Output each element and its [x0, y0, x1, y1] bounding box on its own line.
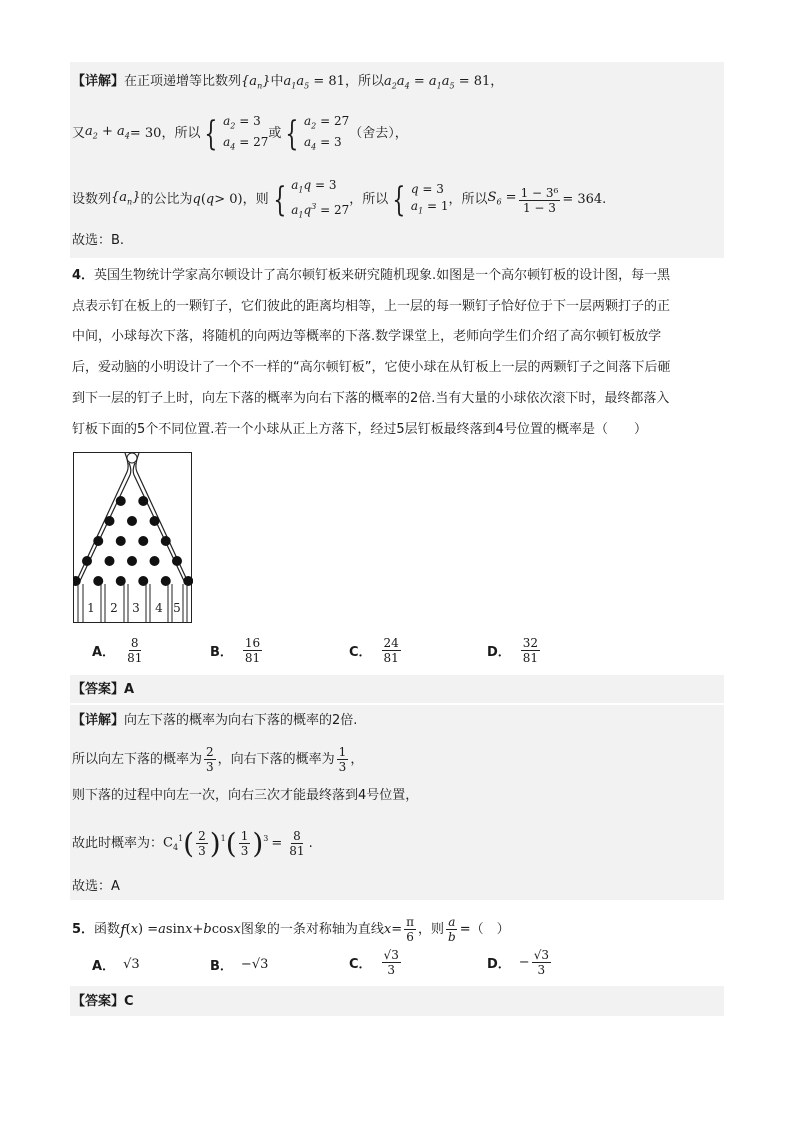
equation-system: { q = 3 $a_1 = 1$	[392, 180, 449, 221]
detail-line: 则下落的过程中向左一次，向右三次才能最终落到4号位置，	[72, 788, 419, 803]
peg	[127, 556, 137, 566]
peg	[93, 576, 103, 586]
question-4-line: 4．英国生物统计学家高尔顿设计了高尔顿钉板来研究随机现象.如图是一个高尔顿钉板的设计图，每一黑	[72, 268, 671, 283]
peg	[150, 516, 160, 526]
choice-line: 故选：A	[72, 879, 120, 894]
peg	[138, 576, 148, 586]
slot-label: 2	[110, 601, 118, 615]
slot-label: 4	[155, 601, 163, 615]
peg	[172, 556, 182, 566]
slot-label: 3	[132, 601, 140, 615]
peg	[161, 536, 171, 546]
equation-system: { $a_1q = 3$ $a_1q^3 = 27$	[272, 178, 350, 221]
equation-system: { $a_2 = 27$ $a_4 = 3$	[285, 114, 350, 155]
question-5-line: 5． 函数 f ( x ) = a sin x + b cos x 图象的一条对称轴为直线 x = $\frac{\pi}{6}$ ，则 $\frac{a}{b}$ =（ ）	[72, 915, 510, 944]
answer-background	[70, 986, 724, 1016]
question-4-line: 点表示钉在板上的一颗钉子，它们彼此的距离均相等，上一层的每一颗钉子恰好位于下一层两颗打子的正	[72, 299, 671, 314]
option-a[interactable]: A． √3	[92, 957, 140, 974]
peg	[93, 536, 103, 546]
option-d[interactable]: D． − $\frac{√3}{3}$	[487, 948, 549, 977]
question-4-line: 钉板下面的5个不同位置.若一个小球从正上方落下，经过5层钉板最终落到4号位置的概率是（ ）	[72, 422, 647, 437]
option-c[interactable]: C． $\frac{√3}{3}$	[349, 948, 399, 977]
detail-line: 故此时概率为： $C_4^1$ ( $\frac{2}{3}$ ) $^1$ ( $\frac{1}{3}$ ) $^3$ = $\frac{8}{81}$ .	[72, 826, 313, 860]
answer-line: 【答案】A	[72, 682, 135, 697]
answer-line: 【答案】C	[72, 994, 134, 1009]
peg	[105, 556, 115, 566]
solution-line: 又 $a_2 + a_4$ = 30 ，所以 { $a_2 = 3$ $a_4 = 27$ 或 { $a_2 = 27$ $a_4 = 3$ （舍去），	[72, 114, 408, 155]
answer-background	[70, 675, 724, 703]
detail-line: 所以向左下落的概率为 $\frac{2}{3}$ ，向右下落的概率为 $\frac{1}{3}$ ，	[72, 745, 364, 774]
detail-line: 【详解】向左下落的概率为向右下落的概率的2倍.	[72, 713, 358, 728]
peg	[105, 516, 115, 526]
option-c[interactable]: C． $\frac{24}{81}$	[349, 636, 399, 665]
galton-board-figure	[73, 452, 193, 624]
fraction: $\frac{\text{1 − 3⁶}}{1 - 3}$	[520, 185, 559, 215]
peg	[116, 496, 126, 506]
question-4-line: 到下一层的钉子上时，向左下落的概率为向右下落的概率的2倍.当有大量的小球依次滚下时，最终都落入	[72, 391, 670, 406]
peg	[116, 536, 126, 546]
choice-line: 故选：B.	[72, 233, 125, 248]
peg	[82, 556, 92, 566]
solution-line: 【详解】在正项递增等比数列$\{a_n\}$中$a_1a_5 = 81$，所以$a_2a_4 = a_1a_5 = 81$，	[72, 74, 504, 91]
peg	[138, 496, 148, 506]
option-a[interactable]: A． $\frac{8}{81}$	[92, 636, 143, 665]
question-4-line: 后，爱动脑的小明设计了一个不一样的“高尔顿钉板”，它使小球在从钉板上一层的两颗钉子之间落下后砸	[72, 360, 671, 375]
option-b[interactable]: B． −√3	[210, 957, 269, 974]
equation-system: { $a_2 = 3$ $a_4 = 27$	[204, 114, 269, 155]
peg	[161, 576, 171, 586]
slot-label: 5	[173, 601, 181, 615]
slot-label: 1	[87, 601, 95, 615]
solution-line: 设数列 $\{a_n\}$ 的公比为 q ( q > 0) ，则 { $a_1q = 3$ $a_1q^3 = 27$ ，所以 { q = 3 $a_1 = 1$ ，所以 $S_6$ = $\frac{\text{1 − 3⁶}}{1 - 3}$ = 364 .	[72, 177, 606, 224]
peg	[138, 536, 148, 546]
peg	[183, 576, 193, 586]
option-d[interactable]: D． $\frac{32}{81}$	[487, 636, 539, 665]
question-4-line: 中间，小球每次下落，将随机的向两边等概率的下落.数学课堂上，老师向学生们介绍了高尔顿钉板放学	[72, 329, 662, 344]
peg	[127, 516, 137, 526]
peg	[150, 556, 160, 566]
option-b[interactable]: B． $\frac{16}{81}$	[210, 636, 261, 665]
